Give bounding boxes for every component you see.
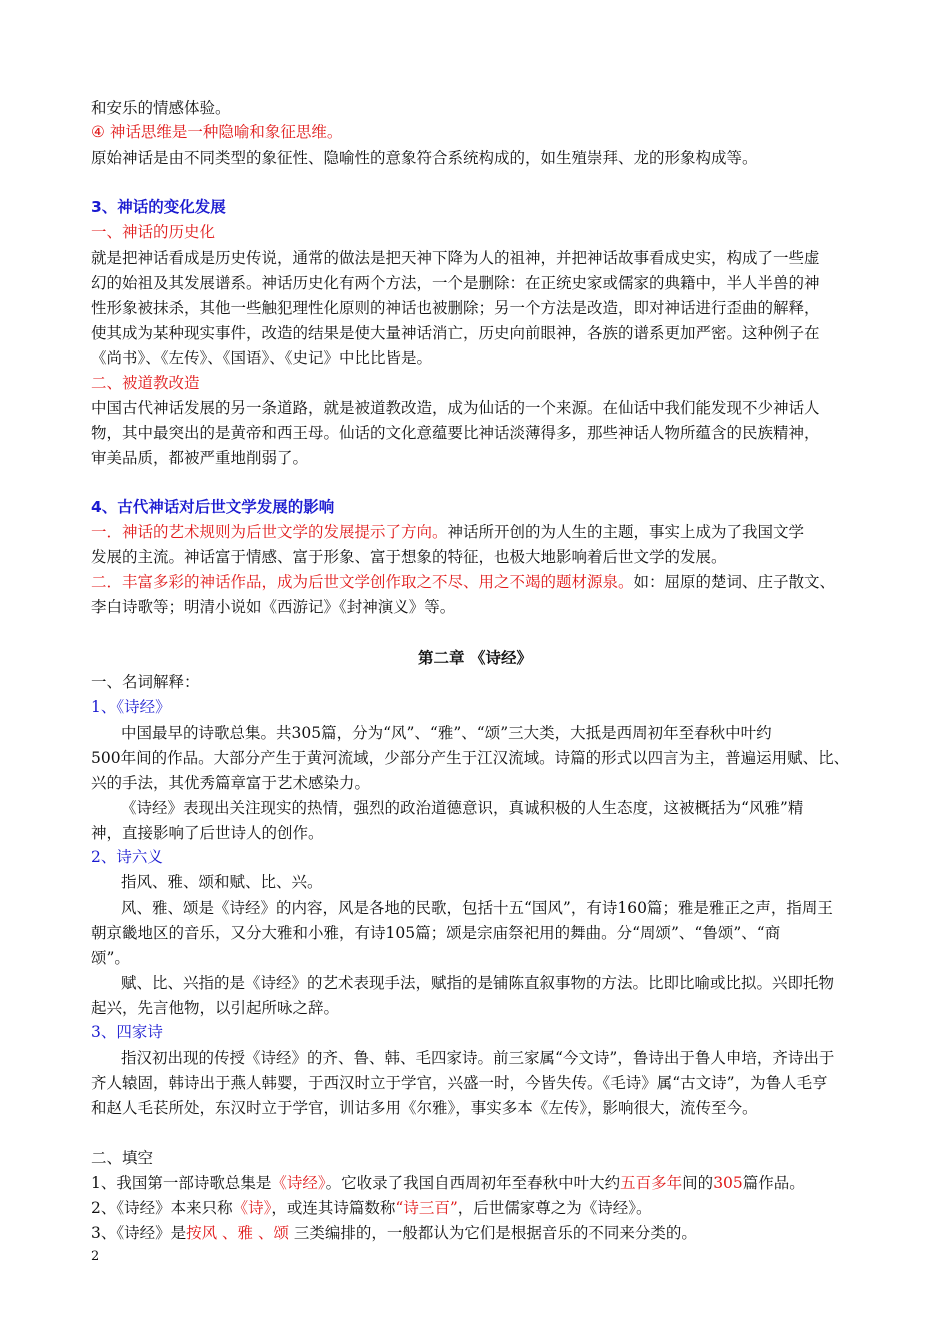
text-line: 起兴，先言他物，以引起所咏之辞。 bbox=[91, 999, 340, 1017]
subheading: 二、被道教改造 bbox=[91, 374, 200, 392]
subheading: 二、填空 bbox=[91, 1149, 154, 1167]
text-span: 3、《诗经》是 bbox=[91, 1224, 187, 1242]
text-line: 风、雅、颂是《诗经》的内容，风是各地的民歌，包括十五“国风”，有诗160篇；雅是雅正之声，指周王 bbox=[121, 899, 833, 917]
answer-text: 《诗经》 bbox=[271, 1174, 326, 1192]
text-line: 指汉初出现的传授《诗经》的齐、鲁、韩、毛四家诗。前三家属“今文诗”，鲁诗出于鲁人申培，齐诗出于 bbox=[121, 1049, 835, 1067]
answer-text: 《诗》 bbox=[232, 1199, 272, 1217]
fill-blank-line bbox=[91, 1171, 866, 1195]
text-span: 。它收录了我国自西周初年至春秋中叶大约 bbox=[325, 1174, 621, 1192]
text-span: ，或连其诗篇数称 bbox=[271, 1199, 396, 1217]
text-line: ④ 神话思维是一种隐喻和象征思维。 bbox=[91, 123, 343, 141]
text-line: 审美品质，都被严重地削弱了。 bbox=[91, 449, 309, 467]
chapter-title: 第二章 《诗经》 bbox=[418, 649, 532, 667]
text-line: 和安乐的情感体验。 bbox=[91, 99, 231, 117]
fill-blank-line bbox=[91, 1196, 866, 1220]
text-line: 中国古代神话发展的另一条道路，就是被道教改造，成为仙话的一个来源。在仙话中我们能发现不少神话人 bbox=[91, 399, 820, 417]
text-line: 原始神话是由不同类型的象征性、隐喻性的意象符合系统构成的，如生殖崇拜、龙的形象构成等。 bbox=[91, 149, 758, 167]
text-span: 篇作品。 bbox=[742, 1174, 805, 1192]
text-line: 《尚书》、《左传》、《国语》、《史记》中比比皆是。 bbox=[91, 349, 433, 367]
text-line: 性形象被抹杀，其他一些触犯理性化原则的神话也被删除；另一个方法是改造，即对神话进行歪曲的解释， bbox=[91, 299, 820, 317]
text-line: 《诗经》表现出关注现实的热情，强烈的政治道德意识，真诚积极的人生态度，这被概括为“风雅”精 bbox=[121, 799, 804, 817]
text-span: 如：屈原的楚词、庄子散文、 bbox=[633, 573, 836, 591]
text-line: 赋、比、兴指的是《诗经》的艺术表现手法，赋指的是铺陈直叙事物的方法。比即比喻或比拟。兴即托物 bbox=[121, 974, 835, 992]
text-line: 朝京畿地区的音乐，又分大雅和小雅，有诗105篇；颂是宗庙祭祀用的舞曲。分“周颂”、“鲁颂”、“商 bbox=[91, 924, 781, 942]
text-span: 三类编排的，一般都认为它们是根据音乐的不同来分类的。 bbox=[288, 1224, 697, 1242]
subheading: 一、神话的历史化 bbox=[91, 223, 216, 241]
page-number: 2 bbox=[91, 1249, 100, 1264]
text-span: 间的 bbox=[682, 1174, 714, 1192]
highlight-text: 二．丰富多彩的神话作品，成为后世文学创作取之不尽、用之不竭的题材源泉。 bbox=[91, 573, 634, 591]
highlight-text: 一．神话的艺术规则为后世文学的发展提示了方向。 bbox=[91, 523, 448, 541]
text-line: 和赵人毛苌所处，东汉时立于学官，训诂多用《尔雅》，事实多本《左传》，影响很大，流传至今。 bbox=[91, 1099, 758, 1117]
text-line: 500年间的作品。大部分产生于黄河流域，少部分产生于江汉流域。诗篇的形式以四言为主，普遍运用赋、比、 bbox=[91, 749, 850, 767]
text-line: 指风、雅、颂和赋、比、兴。 bbox=[121, 873, 323, 891]
text-span: 2、《诗经》本来只称 bbox=[91, 1199, 233, 1217]
text-span: ，后世儒家尊之为《诗经》。 bbox=[457, 1199, 652, 1217]
text-line: 李白诗歌等；明清小说如《西游记》《封神演义》等。 bbox=[91, 598, 456, 616]
text-line: 幻的始祖及其发展谱系。神话历史化有两个方法，一个是删除：在正统史家或儒家的典籍中，半人半兽的神 bbox=[91, 274, 820, 292]
text-span: 神话所开创的为人生的主题，事实上成为了我国文学 bbox=[447, 523, 805, 541]
text-span: 1、我国第一部诗歌总集是 bbox=[91, 1174, 272, 1192]
text-line: 神，直接影响了后世诗人的创作。 bbox=[91, 824, 324, 842]
text-line: 兴的手法，其优秀篇章富于艺术感染力。 bbox=[91, 774, 371, 792]
section-heading: 3、神话的变化发展 bbox=[91, 198, 226, 216]
text-line: 就是把神话看成是历史传说，通常的做法是把天神下降为人的祖神，并把神话故事看成史实，构成了一些虚 bbox=[91, 249, 820, 267]
answer-text: 五百多年 bbox=[620, 1174, 683, 1192]
term-heading: 2、诗六义 bbox=[91, 848, 163, 866]
text-line: 物，其中最突出的是黄帝和西王母。仙话的文化意蕴要比神话淡薄得多，那些神话人物所蕴含的民族精神， bbox=[91, 424, 820, 442]
term-heading: 1、《诗经》 bbox=[91, 698, 171, 716]
text-line: 发展的主流。神话富于情感、富于形象、富于想象的特征，也极大地影响着后世文学的发展。 bbox=[91, 548, 727, 566]
term-heading: 3、四家诗 bbox=[91, 1023, 163, 1041]
text-line: 齐人辕固，韩诗出于燕人韩婴，于西汉时立于学官，兴盛一时，今皆失传。《毛诗》属“古文诗”，为鲁人毛亨 bbox=[91, 1074, 828, 1092]
section-heading: 4、古代神话对后世文学发展的影响 bbox=[91, 498, 335, 516]
text-line: 颂”。 bbox=[91, 949, 130, 967]
text-line bbox=[91, 520, 866, 544]
text-line: 中国最早的诗歌总集。共305篇，分为“风”、“雅”、“颂”三大类，大抵是西周初年至春秋中叶约 bbox=[121, 724, 772, 742]
subheading: 一、名词解释： bbox=[91, 673, 200, 691]
text-line: 使其成为某种现实事件，改造的结果是使大量神话消亡，历史向前眼神，各族的谱系更加严密。这种例子在 bbox=[91, 324, 820, 342]
text-line bbox=[91, 570, 866, 594]
answer-text: “诗三百” bbox=[395, 1199, 458, 1217]
fill-blank-line bbox=[91, 1221, 866, 1245]
answer-text: 305 bbox=[713, 1174, 743, 1192]
answer-text: 按风 、雅 、颂 bbox=[186, 1224, 289, 1242]
